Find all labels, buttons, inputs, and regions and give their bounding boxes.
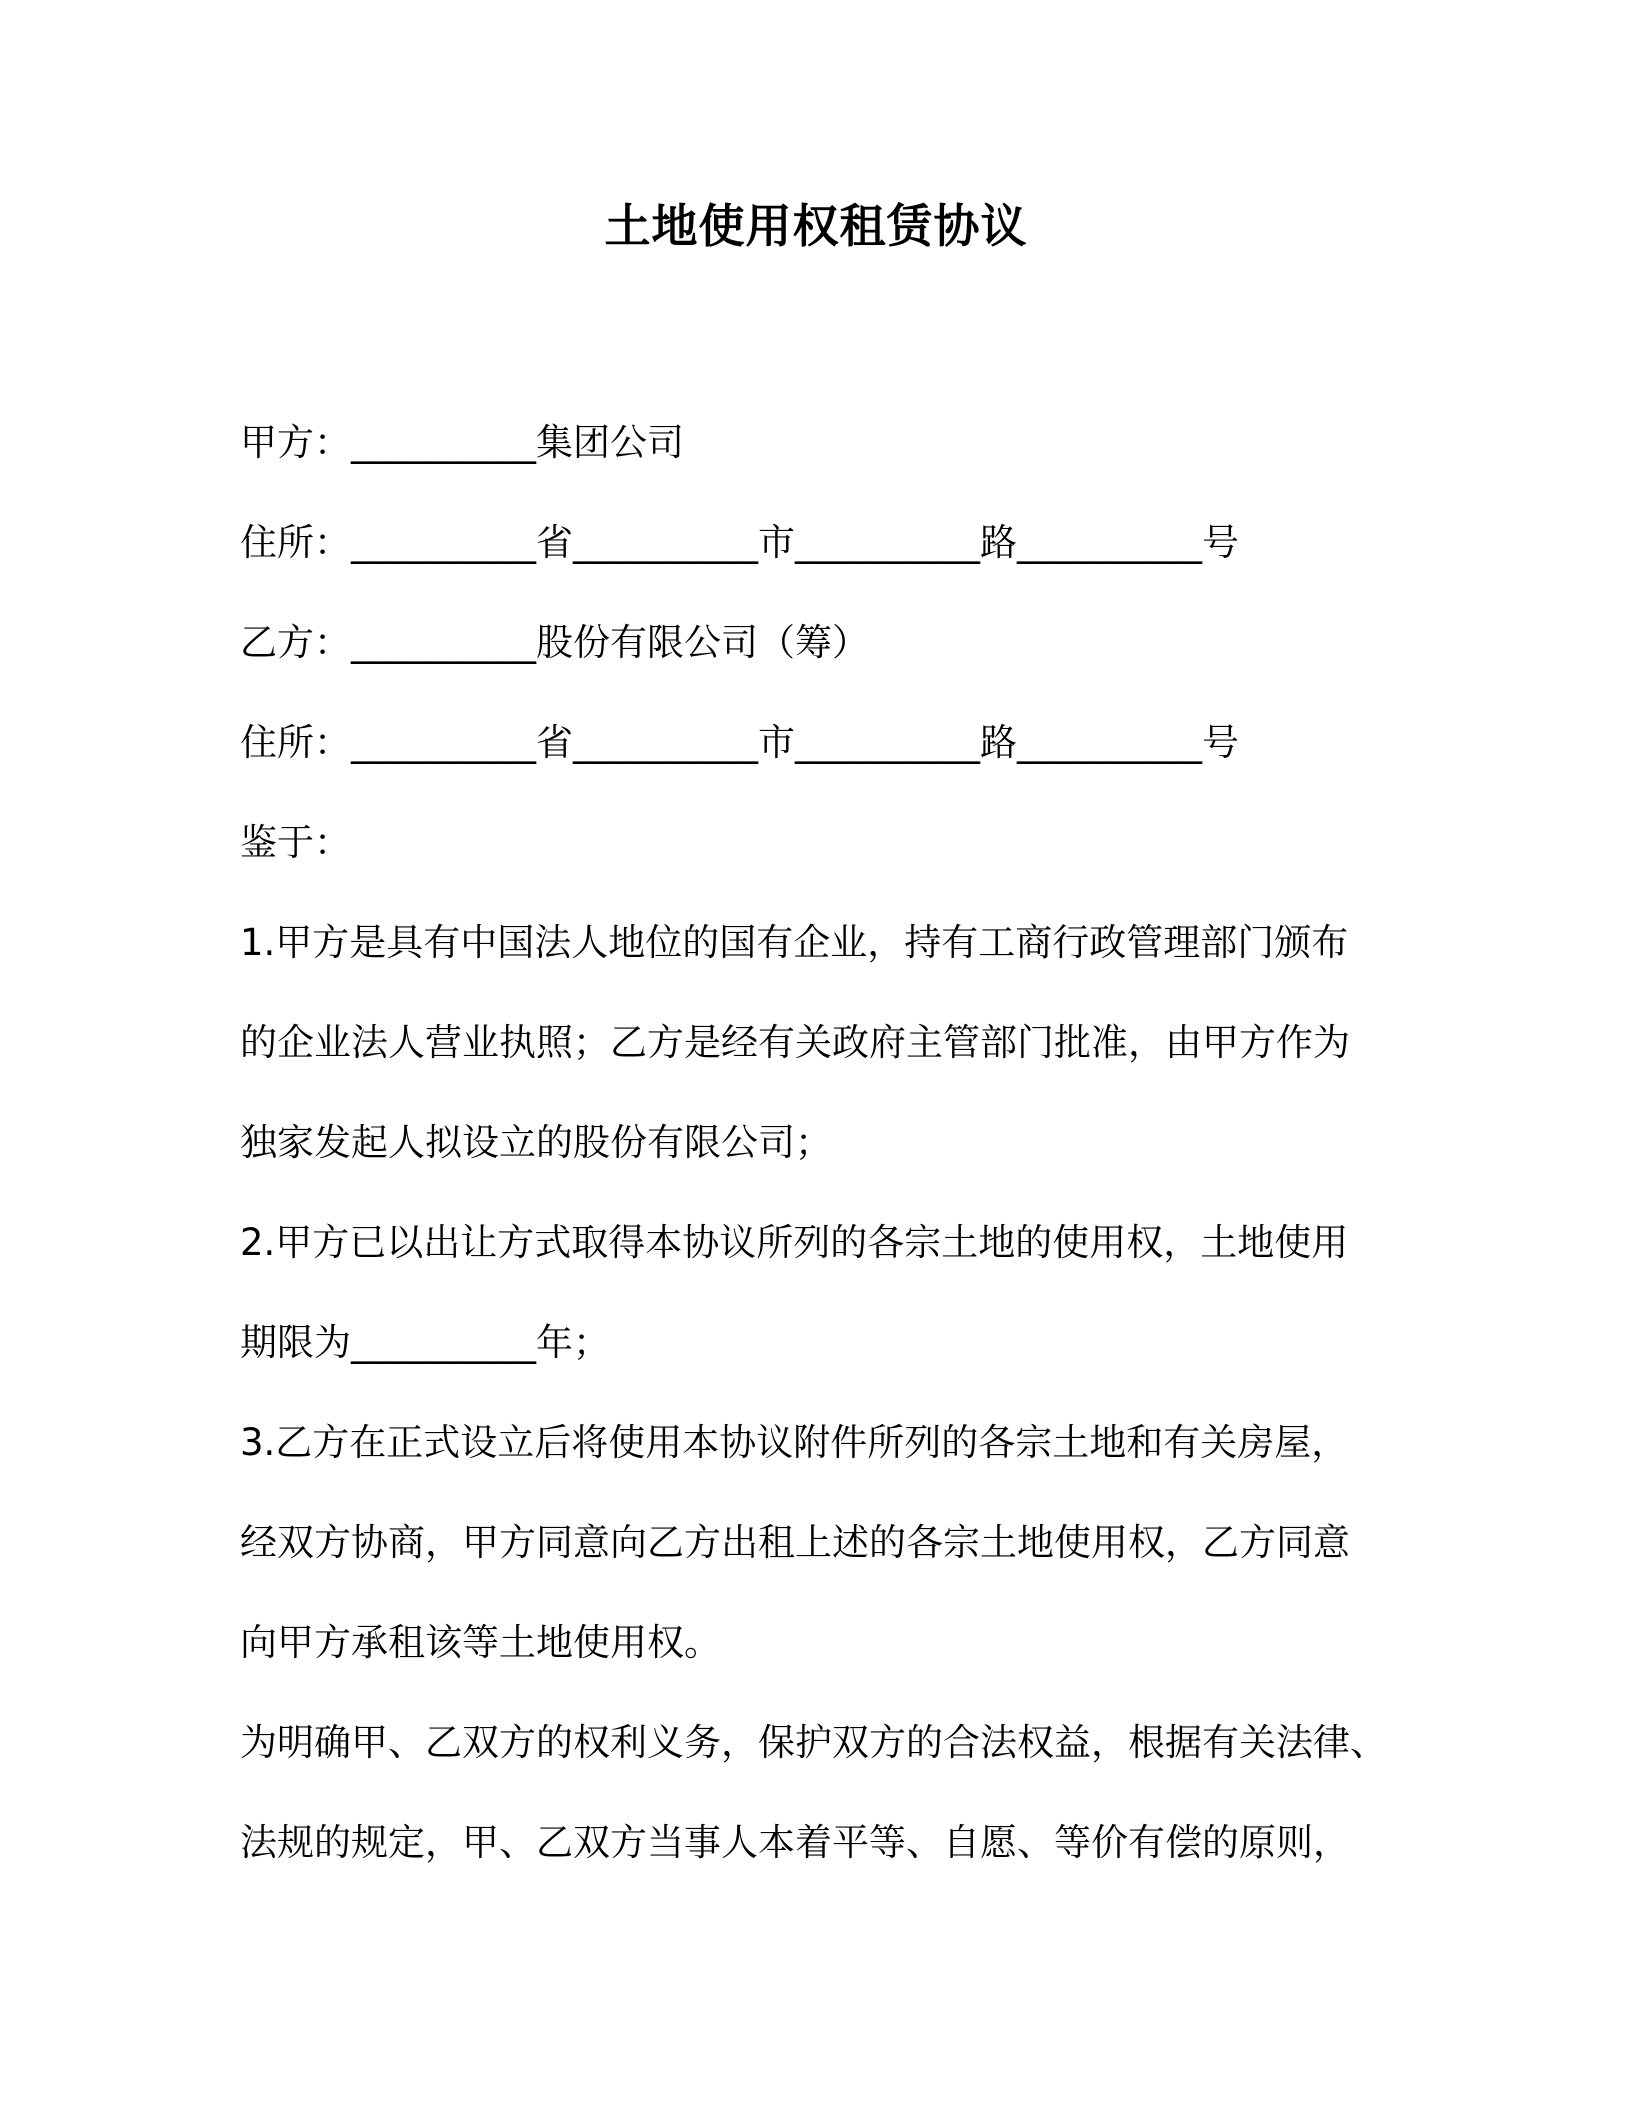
party-a-address-line: 住所：__________省__________市__________路__________号 xyxy=(240,521,1239,564)
paragraph-line: 3.乙方在正式设立后将使用本协议附件所列的各宗土地和有关房屋， xyxy=(240,1421,1349,1464)
paragraph-line: 向甲方承租该等土地使用权。 xyxy=(240,1621,721,1664)
whereas-heading: 鉴于： xyxy=(240,821,351,864)
party-b-address-line: 住所：__________省__________市__________路__________号 xyxy=(240,721,1239,764)
paragraph-line: 的企业法人营业执照；乙方是经有关政府主管部门批准，由甲方作为 xyxy=(240,1021,1350,1064)
paragraph-line: 独家发起人拟设立的股份有限公司； xyxy=(240,1121,832,1164)
document-title: 土地使用权租赁协议 xyxy=(604,199,1028,253)
paragraph-line: 2.甲方已以出让方式取得本协议所列的各宗土地的使用权，土地使用 xyxy=(240,1221,1349,1264)
paragraph-line: 为明确甲、乙双方的权利义务，保护双方的合法权益，根据有关法律、 xyxy=(240,1721,1387,1764)
party-b-line: 乙方：__________股份有限公司（筹） xyxy=(240,621,869,664)
paragraph-line: 1.甲方是具有中国法人地位的国有企业，持有工商行政管理部门颁布 xyxy=(240,921,1349,964)
paragraph-line: 法规的规定，甲、乙双方当事人本着平等、自愿、等价有偿的原则， xyxy=(240,1821,1350,1864)
paragraph-line: 期限为__________年； xyxy=(240,1321,610,1364)
paragraph-line: 经双方协商，甲方同意向乙方出租上述的各宗土地使用权，乙方同意 xyxy=(240,1521,1350,1564)
party-a-line: 甲方：__________集团公司 xyxy=(240,421,684,464)
